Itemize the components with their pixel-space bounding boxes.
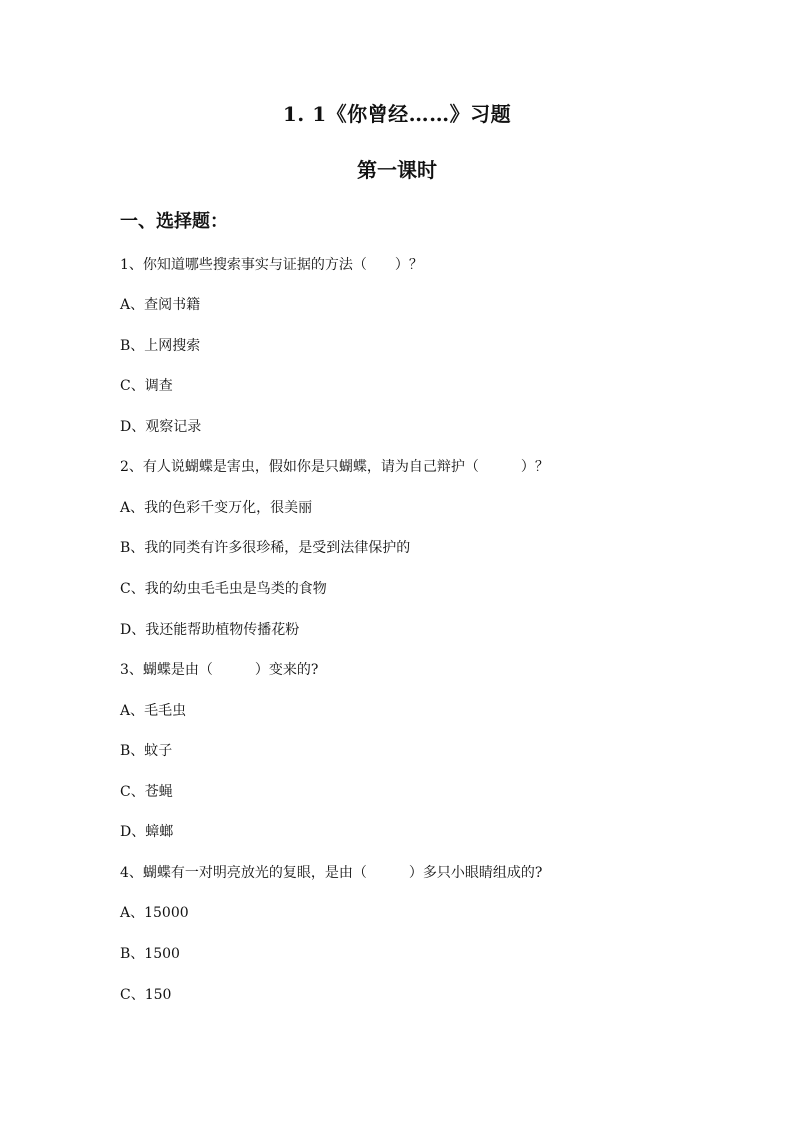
question-2-option-b: B、我的同类有许多很珍稀，是受到法律保护的 [120, 540, 411, 556]
question-1-option-b: B、上网搜索 [120, 338, 201, 354]
question-3-option-b: B、蚊子 [120, 743, 173, 759]
section-heading: 一、选择题： [120, 211, 228, 232]
question-4-option-a: A、15000 [120, 905, 189, 921]
question-4-option-c: C、150 [120, 987, 172, 1003]
question-1-option-a: A、查阅书籍 [120, 297, 201, 313]
lesson-title: 第一课时 [357, 158, 437, 182]
question-3-option-a: A、毛毛虫 [120, 703, 187, 719]
page-title: 1. 1《你曾经……》习题 [282, 102, 512, 126]
question-1: 1、你知道哪些搜索事实与证据的方法（ ）？ [120, 257, 423, 273]
question-4-option-b: B、1500 [120, 946, 180, 962]
question-2-option-c: C、我的幼虫毛毛虫是鸟类的食物 [120, 581, 327, 597]
question-2: 2、有人说蝴蝶是害虫，假如你是只蝴蝶，请为自己辩护（ ）？ [120, 459, 549, 475]
question-2-option-d: D、我还能帮助植物传播花粉 [120, 622, 300, 638]
question-1-option-c: C、调查 [120, 378, 173, 394]
question-4: 4、蝴蝶有一对明亮放光的复眼，是由（ ）多只小眼睛组成的? [120, 865, 543, 881]
question-3: 3、蝴蝶是由（ ）变来的? [120, 662, 319, 678]
question-2-option-a: A、我的色彩千变万化，很美丽 [120, 500, 313, 516]
question-3-option-d: D、蟑螂 [120, 824, 174, 840]
question-1-option-d: D、观察记录 [120, 419, 202, 435]
question-3-option-c: C、苍蝇 [120, 784, 173, 800]
